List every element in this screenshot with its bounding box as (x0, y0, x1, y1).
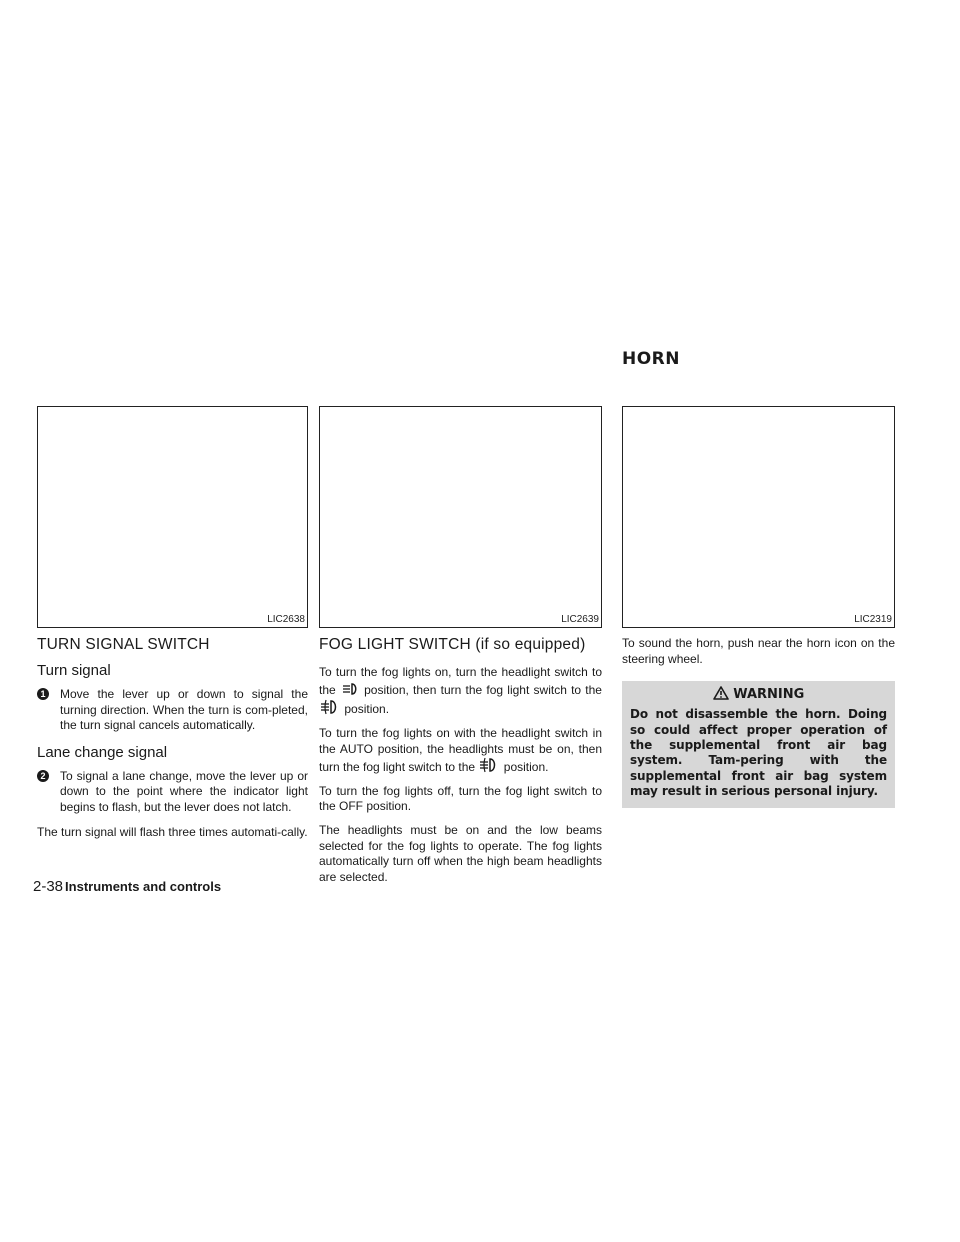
warning-box (622, 681, 895, 807)
fog-light-icon (319, 699, 341, 715)
fog-light-icon (478, 757, 500, 773)
figure-horn (622, 406, 895, 628)
warning-title-text: WARNING (733, 687, 805, 703)
list-item (37, 769, 308, 816)
fog-paragraph-2 (319, 726, 602, 776)
column-horn (622, 628, 895, 808)
section-name: Instruments and controls (65, 879, 222, 894)
fog-paragraph-4: The headlights must be on and the low beams selected for the fog lights to operate. The fog lights automatically turn off when the high beam headlights are selected. (319, 822, 602, 884)
turn-signal-subheading: Turn signal (37, 662, 111, 679)
page-number: 2-38 (33, 878, 64, 895)
step-1-text: Move the lever up or down to signal the turning direction. When the turn is com-pleted, the turn signal cancels automatically. (60, 687, 308, 733)
fog-p2-text-a: To turn the fog lights on with the headlight switch in the AUTO position, the headlights must be on, then turn the fog light switch to the (319, 726, 602, 775)
flash-paragraph: The turn signal will flash three times automati-cally. (37, 824, 308, 839)
figure-fog-light (319, 406, 602, 628)
step-1-marker: 1 (37, 688, 49, 700)
warning-triangle-icon (713, 686, 729, 700)
fog-paragraph-1 (319, 663, 602, 718)
figure-code: LIC2638 (267, 614, 305, 625)
step-2-marker: 2 (37, 770, 49, 782)
turn-signal-switch-heading: TURN SIGNAL SWITCH (37, 636, 210, 653)
horn-heading: HORN (622, 349, 680, 369)
figure-code: LIC2639 (561, 614, 599, 625)
warning-title (630, 683, 887, 707)
figure-code: LIC2319 (854, 614, 892, 625)
page-footer (33, 878, 221, 895)
list-item (37, 687, 308, 734)
horn-paragraph: To sound the horn, push near the horn icon on the steering wheel. (622, 636, 895, 666)
fog-paragraph-3: To turn the fog lights off, turn the fog light switch to the OFF position. (319, 783, 602, 814)
step-2-text: To signal a lane change, move the lever up or down to the point where the indicator light begins to flash, but the lever does not latch. (60, 768, 308, 814)
warning-text: Do not disassemble the horn. Doing so could affect proper operation of the supplemental front air bag system. Tam-pering with the supplemental front air bag system may result in serious personal injury. (630, 707, 887, 799)
column-fog-light (319, 628, 602, 885)
figure-turn-signal (37, 406, 308, 628)
column-turn-signal (37, 628, 308, 840)
headlight-icon (340, 682, 360, 696)
fog-p1-text-b: position, then turn the fog light switch to the (364, 683, 602, 697)
lane-change-subheading: Lane change signal (37, 743, 168, 761)
fog-p2-text-b: position. (503, 760, 549, 775)
fog-p1-text-a: To turn the fog lights on, turn the headlight switch to the (319, 665, 602, 697)
fog-p1-text-c: position. (344, 702, 390, 716)
fog-light-switch-heading: FOG LIGHT SWITCH (if so equipped) (319, 636, 586, 653)
